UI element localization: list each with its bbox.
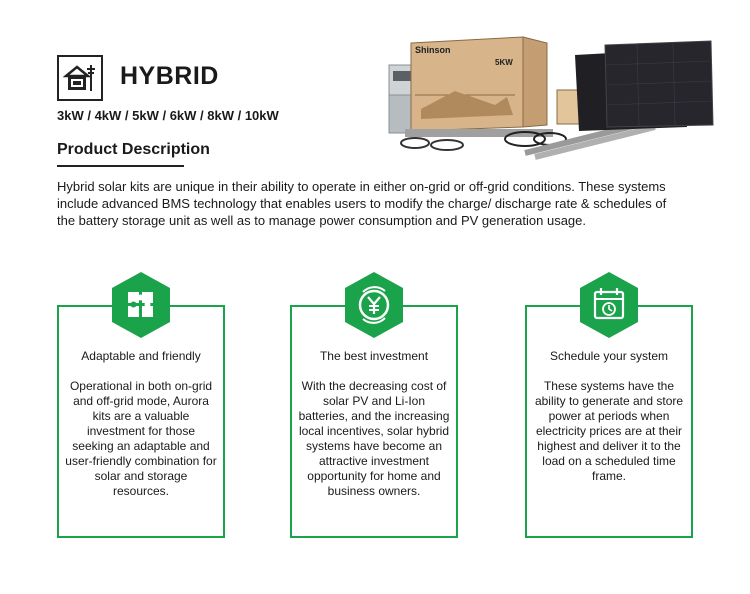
description-text: Hybrid solar kits are unique in their ability to operate in either on-grid or off-grid conditions. These systems include advanced BMS technology that enables users to modify the charge/ discharge rate & schedules of the battery storage unit as well as to manage power consumption and PV generation usage. (57, 179, 667, 228)
feature-card-schedule (525, 305, 693, 538)
house-battery-icon (57, 55, 103, 101)
feature-title: Schedule your system (549, 349, 669, 363)
feature-title: The best investment (319, 349, 429, 363)
feature-text: Operational in both on-grid and off-grid mode, Aurora kits are a valuable investment for those seeking an adaptable and user-friendly combination for solar and storage resources. (65, 379, 217, 498)
brand-label: Shinson (415, 45, 451, 55)
feature-card-adaptable (57, 305, 225, 538)
page-title: HYBRID (120, 62, 219, 90)
yen-coin-icon (341, 272, 407, 338)
description-heading: Product Description (57, 141, 210, 158)
feature-card-investment (290, 305, 458, 538)
description-underline (57, 165, 184, 167)
feature-text: With the decreasing cost of solar PV and Li-Ion batteries, and the increasing local incentives, solar hybrid systems have become an attractive investment opportunity for home and business owners. (298, 379, 450, 498)
power-sizes: 3kW / 4kW / 5kW / 6kW / 8kW / 10kW (57, 108, 279, 123)
feature-text: These systems have the ability to generate and store power at periods when electricity prices are at their highest and deliver it to the load on a scheduled time frame. (534, 379, 684, 483)
puzzle-icon (108, 272, 174, 338)
feature-title: Adaptable and friendly (81, 349, 201, 363)
calendar-clock-icon (576, 272, 642, 338)
product-image (375, 35, 715, 160)
box-label: 5KW (495, 58, 513, 67)
